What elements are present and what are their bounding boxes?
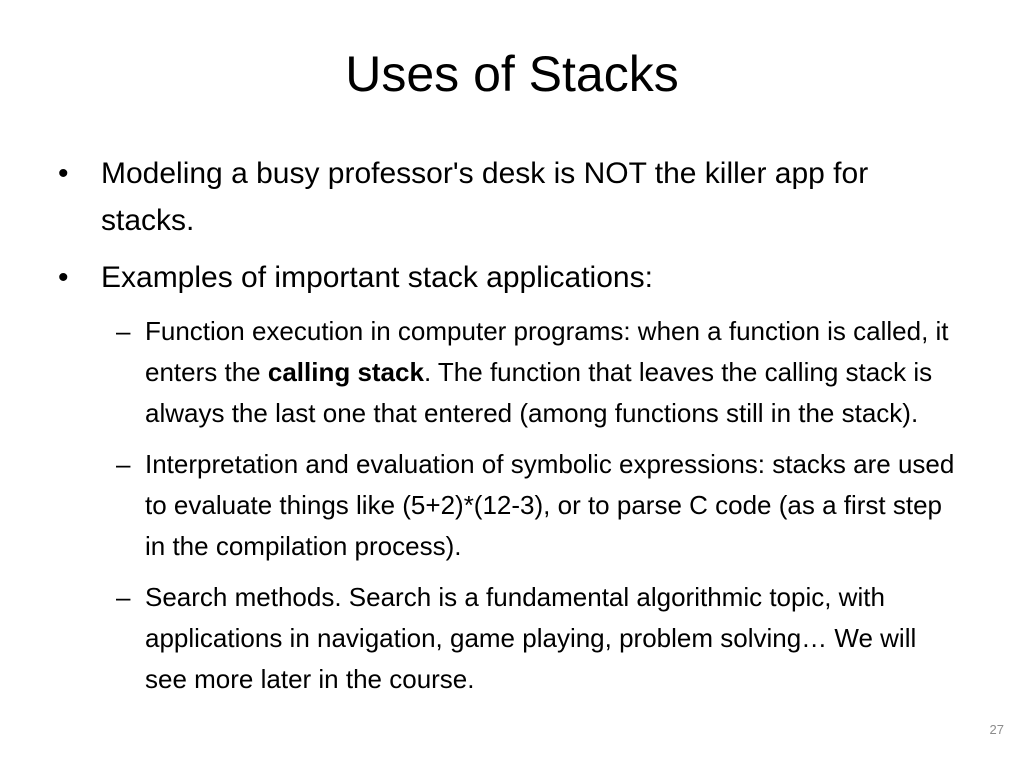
page-number: 27 [989, 722, 1004, 737]
slide-content [58, 150, 958, 710]
slide-title: Uses of Stacks [345, 46, 679, 102]
bullet-text: Modeling a busy professor's desk is NOT the killer app for stacks. [101, 157, 869, 237]
subbullet-item [116, 311, 958, 434]
subbullet-marker: – [116, 316, 131, 346]
bullet-marker: • [58, 261, 69, 294]
bullet-item [58, 254, 958, 301]
bullet-item [58, 150, 958, 244]
subbullet-text: Search methods. Search is a fundamental algorithmic topic, with applications in navigation, game playing, problem solving… We will see more later in the course. [145, 582, 917, 694]
subbullet-list [116, 311, 958, 700]
subbullet-marker: – [116, 449, 131, 479]
bullet-marker: • [58, 157, 69, 190]
subbullet-item [116, 577, 958, 700]
subbullet-bold-term: calling stack [267, 357, 424, 387]
subbullet-marker: – [116, 582, 131, 612]
bullet-text: Examples of important stack applications: [101, 261, 653, 294]
subbullet-text-before: Function execution in computer programs: when a function is called, it enters the [145, 316, 949, 387]
subbullet-text-after: . The function that leaves the calling stack is always the last one that entered (among functions still in the stack). [145, 357, 933, 428]
subbullet-text: Interpretation and evaluation of symbolic expressions: stacks are used to evaluate things like (5+2)*(12-3), or to parse C code (as a first step in the compilation process). [145, 449, 955, 561]
subbullet-item [116, 444, 958, 567]
